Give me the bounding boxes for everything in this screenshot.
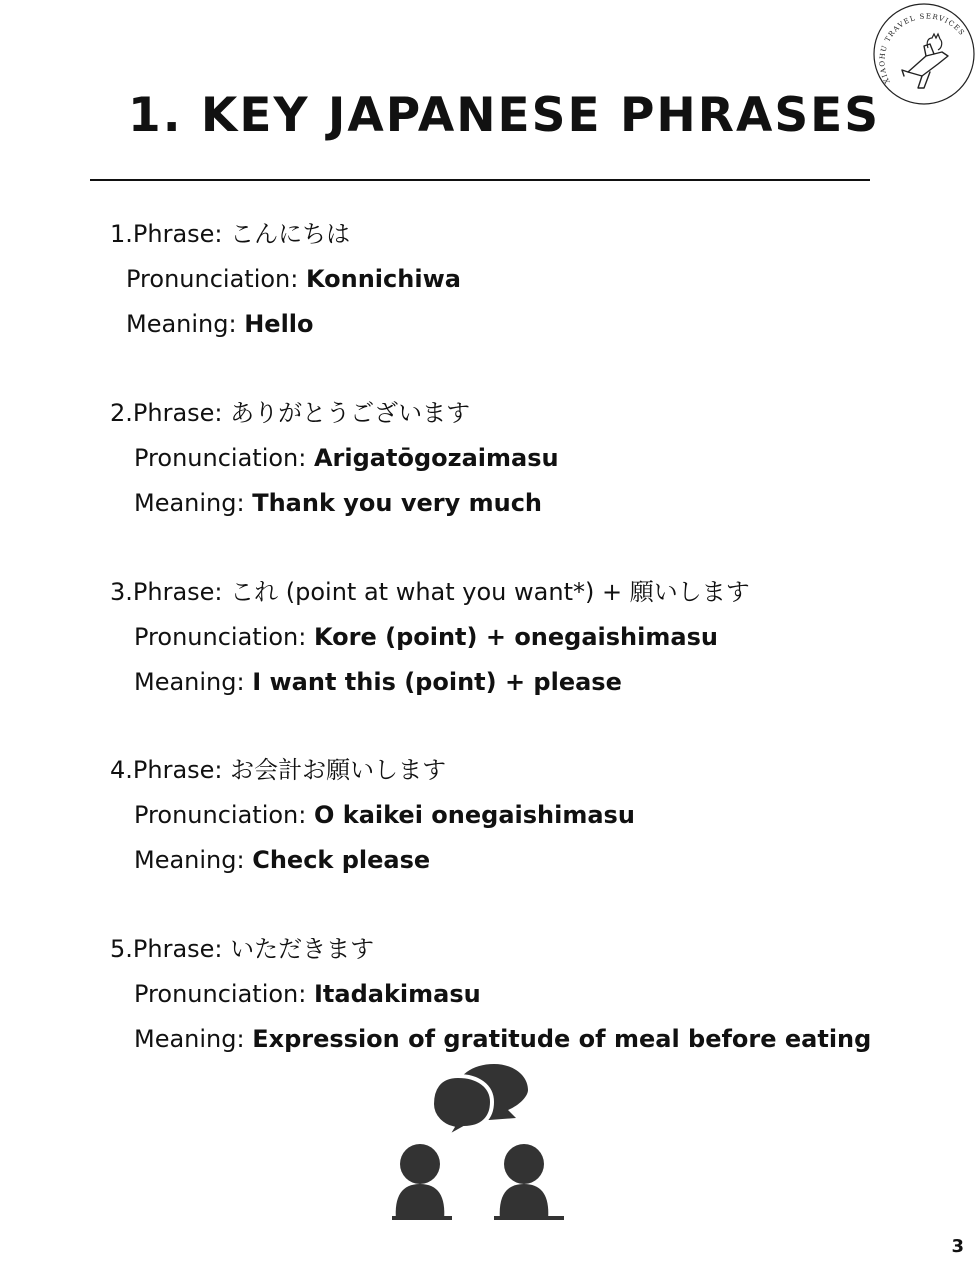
phrase-entry-5 (110, 927, 871, 1062)
pronunciation-label: Pronunciation: (134, 801, 314, 829)
pronunciation-line (110, 257, 461, 302)
title-divider (90, 179, 870, 181)
pronunciation-line (110, 972, 871, 1017)
travel-logo-icon (868, 0, 976, 108)
phrase-line (110, 748, 635, 793)
pronunciation-text: O kaikei onegaishimasu (313, 801, 635, 829)
pronunciation-text: Itadakimasu (313, 980, 481, 1008)
meaning-label: Meaning: (134, 489, 253, 517)
phrase-line (110, 927, 871, 972)
phrase-label: 2.Phrase: (110, 399, 231, 427)
phrase-entry-3 (110, 570, 750, 705)
meaning-text: Expression of gratitude of meal before eating (252, 1025, 872, 1053)
meaning-text: I want this (point) + please (252, 668, 622, 696)
meaning-line (110, 660, 750, 705)
pronunciation-text: Konnichiwa (305, 265, 461, 293)
pronunciation-line (110, 436, 559, 481)
phrase-text: ありがとうございます (230, 399, 471, 427)
page-title: 1. KEY JAPANESE PHRASES (128, 88, 881, 143)
pronunciation-text: Kore (point) + onegaishimasu (313, 623, 718, 651)
meaning-line (110, 1017, 871, 1062)
meaning-line (110, 481, 559, 526)
logo-text: XIAOHU TRAVEL SERVICES (878, 12, 967, 85)
phrase-label: 4.Phrase: (110, 756, 231, 784)
meaning-text: Thank you very much (252, 489, 543, 517)
meaning-text: Check please (252, 846, 431, 874)
meaning-label: Meaning: (134, 1025, 253, 1053)
phrase-text: いただきます (230, 935, 375, 963)
conversation-people-icon (392, 1062, 564, 1222)
pronunciation-label: Pronunciation: (134, 444, 314, 472)
phrase-entry-2 (110, 391, 559, 526)
meaning-text: Hello (244, 310, 314, 338)
phrase-text: これ (point at what you want*) + 願いします (230, 578, 750, 606)
svg-text:XIAOHU TRAVEL SERVICES (878, 12, 966, 84)
pronunciation-line (110, 793, 635, 838)
pronunciation-label: Pronunciation: (134, 980, 314, 1008)
phrase-line (110, 570, 750, 615)
phrase-label: 1.Phrase: (110, 220, 231, 248)
phrase-entry-1 (110, 212, 461, 347)
phrase-line (110, 391, 559, 436)
phrase-entry-4 (110, 748, 635, 883)
meaning-label: Meaning: (134, 846, 253, 874)
meaning-line (110, 302, 461, 347)
phrase-label: 5.Phrase: (110, 935, 231, 963)
pronunciation-label: Pronunciation: (126, 265, 306, 293)
phrase-text: お会計お願いします (230, 756, 447, 784)
meaning-label: Meaning: (134, 668, 253, 696)
phrase-line (110, 212, 461, 257)
phrase-text: こんにちは (230, 220, 351, 248)
pronunciation-text: Arigatōgozaimasu (313, 444, 559, 472)
pronunciation-line (110, 615, 750, 660)
meaning-label: Meaning: (126, 310, 245, 338)
phrase-label: 3.Phrase: (110, 578, 231, 606)
pronunciation-label: Pronunciation: (134, 623, 314, 651)
page-number: 3 (951, 1236, 964, 1257)
meaning-line (110, 838, 635, 883)
